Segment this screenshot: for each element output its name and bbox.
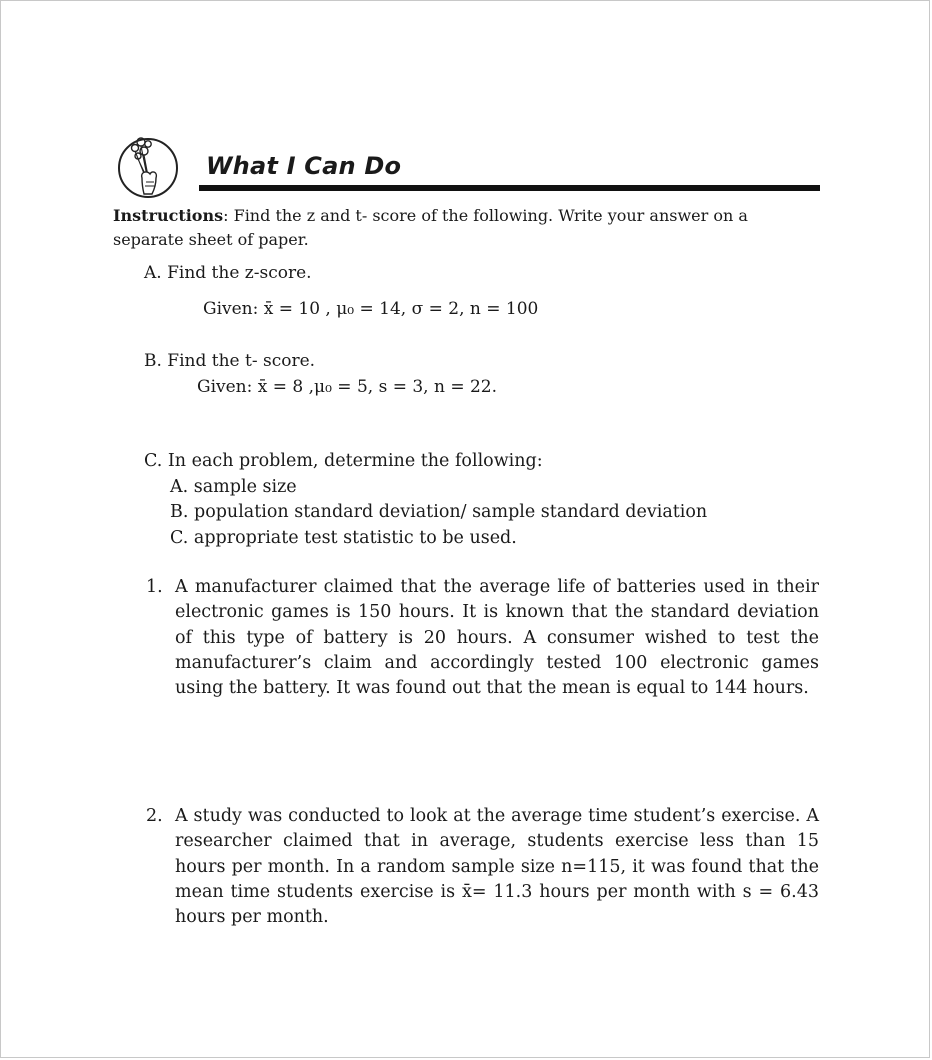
problem-text: A study was conducted to look at the average time student’s exercise. A researcher claimed that in average, students exercise less than 15 hours per month. In a random sample size n=115, it was found that the mean time students exercise is x̄= 11.3 hours per month with s = 6.43 hours per month. — [175, 806, 819, 928]
part-b-given: Given: x̄ = 8 ,μ₀ = 5, s = 3, n = 22. — [197, 377, 497, 397]
instructions-line-1 — [113, 206, 748, 225]
part-c-heading: C. In each problem, determine the following: — [144, 451, 543, 471]
part-b-heading: B. Find the t- score. — [144, 351, 316, 371]
part-a-heading: A. Find the z-score. — [144, 263, 312, 283]
hand-with-flowers-icon — [114, 132, 182, 198]
instructions-label: Instructions — [113, 206, 224, 225]
instructions-text-2: separate sheet of paper. — [113, 230, 309, 249]
part-c-item: A. sample size — [170, 477, 297, 497]
section-header — [114, 130, 820, 194]
part-c-item: C. appropriate test statistic to be used. — [170, 528, 517, 548]
header-divider — [199, 185, 820, 191]
part-a-given: Given: x̄ = 10 , μ₀ = 14, σ = 2, n = 100 — [203, 299, 539, 319]
instructions-text-1: : Find the z and t- score of the following. Write your answer on a — [223, 206, 748, 225]
part-c-item: B. population standard deviation/ sample standard deviation — [170, 502, 708, 522]
problem-text: A manufacturer claimed that the average life of batteries used in their electronic games is 150 hours. It is known that the standard deviation of this type of battery is 20 hours. A consumer wished to test the manufacturer’s claim and accordingly tested 100 electronic games using the battery. It was found out that the mean is equal to 144 hours. — [175, 577, 819, 699]
problem-number: 1. — [146, 577, 163, 597]
page-title: What I Can Do — [206, 152, 402, 180]
problem-number: 2. — [146, 806, 163, 826]
